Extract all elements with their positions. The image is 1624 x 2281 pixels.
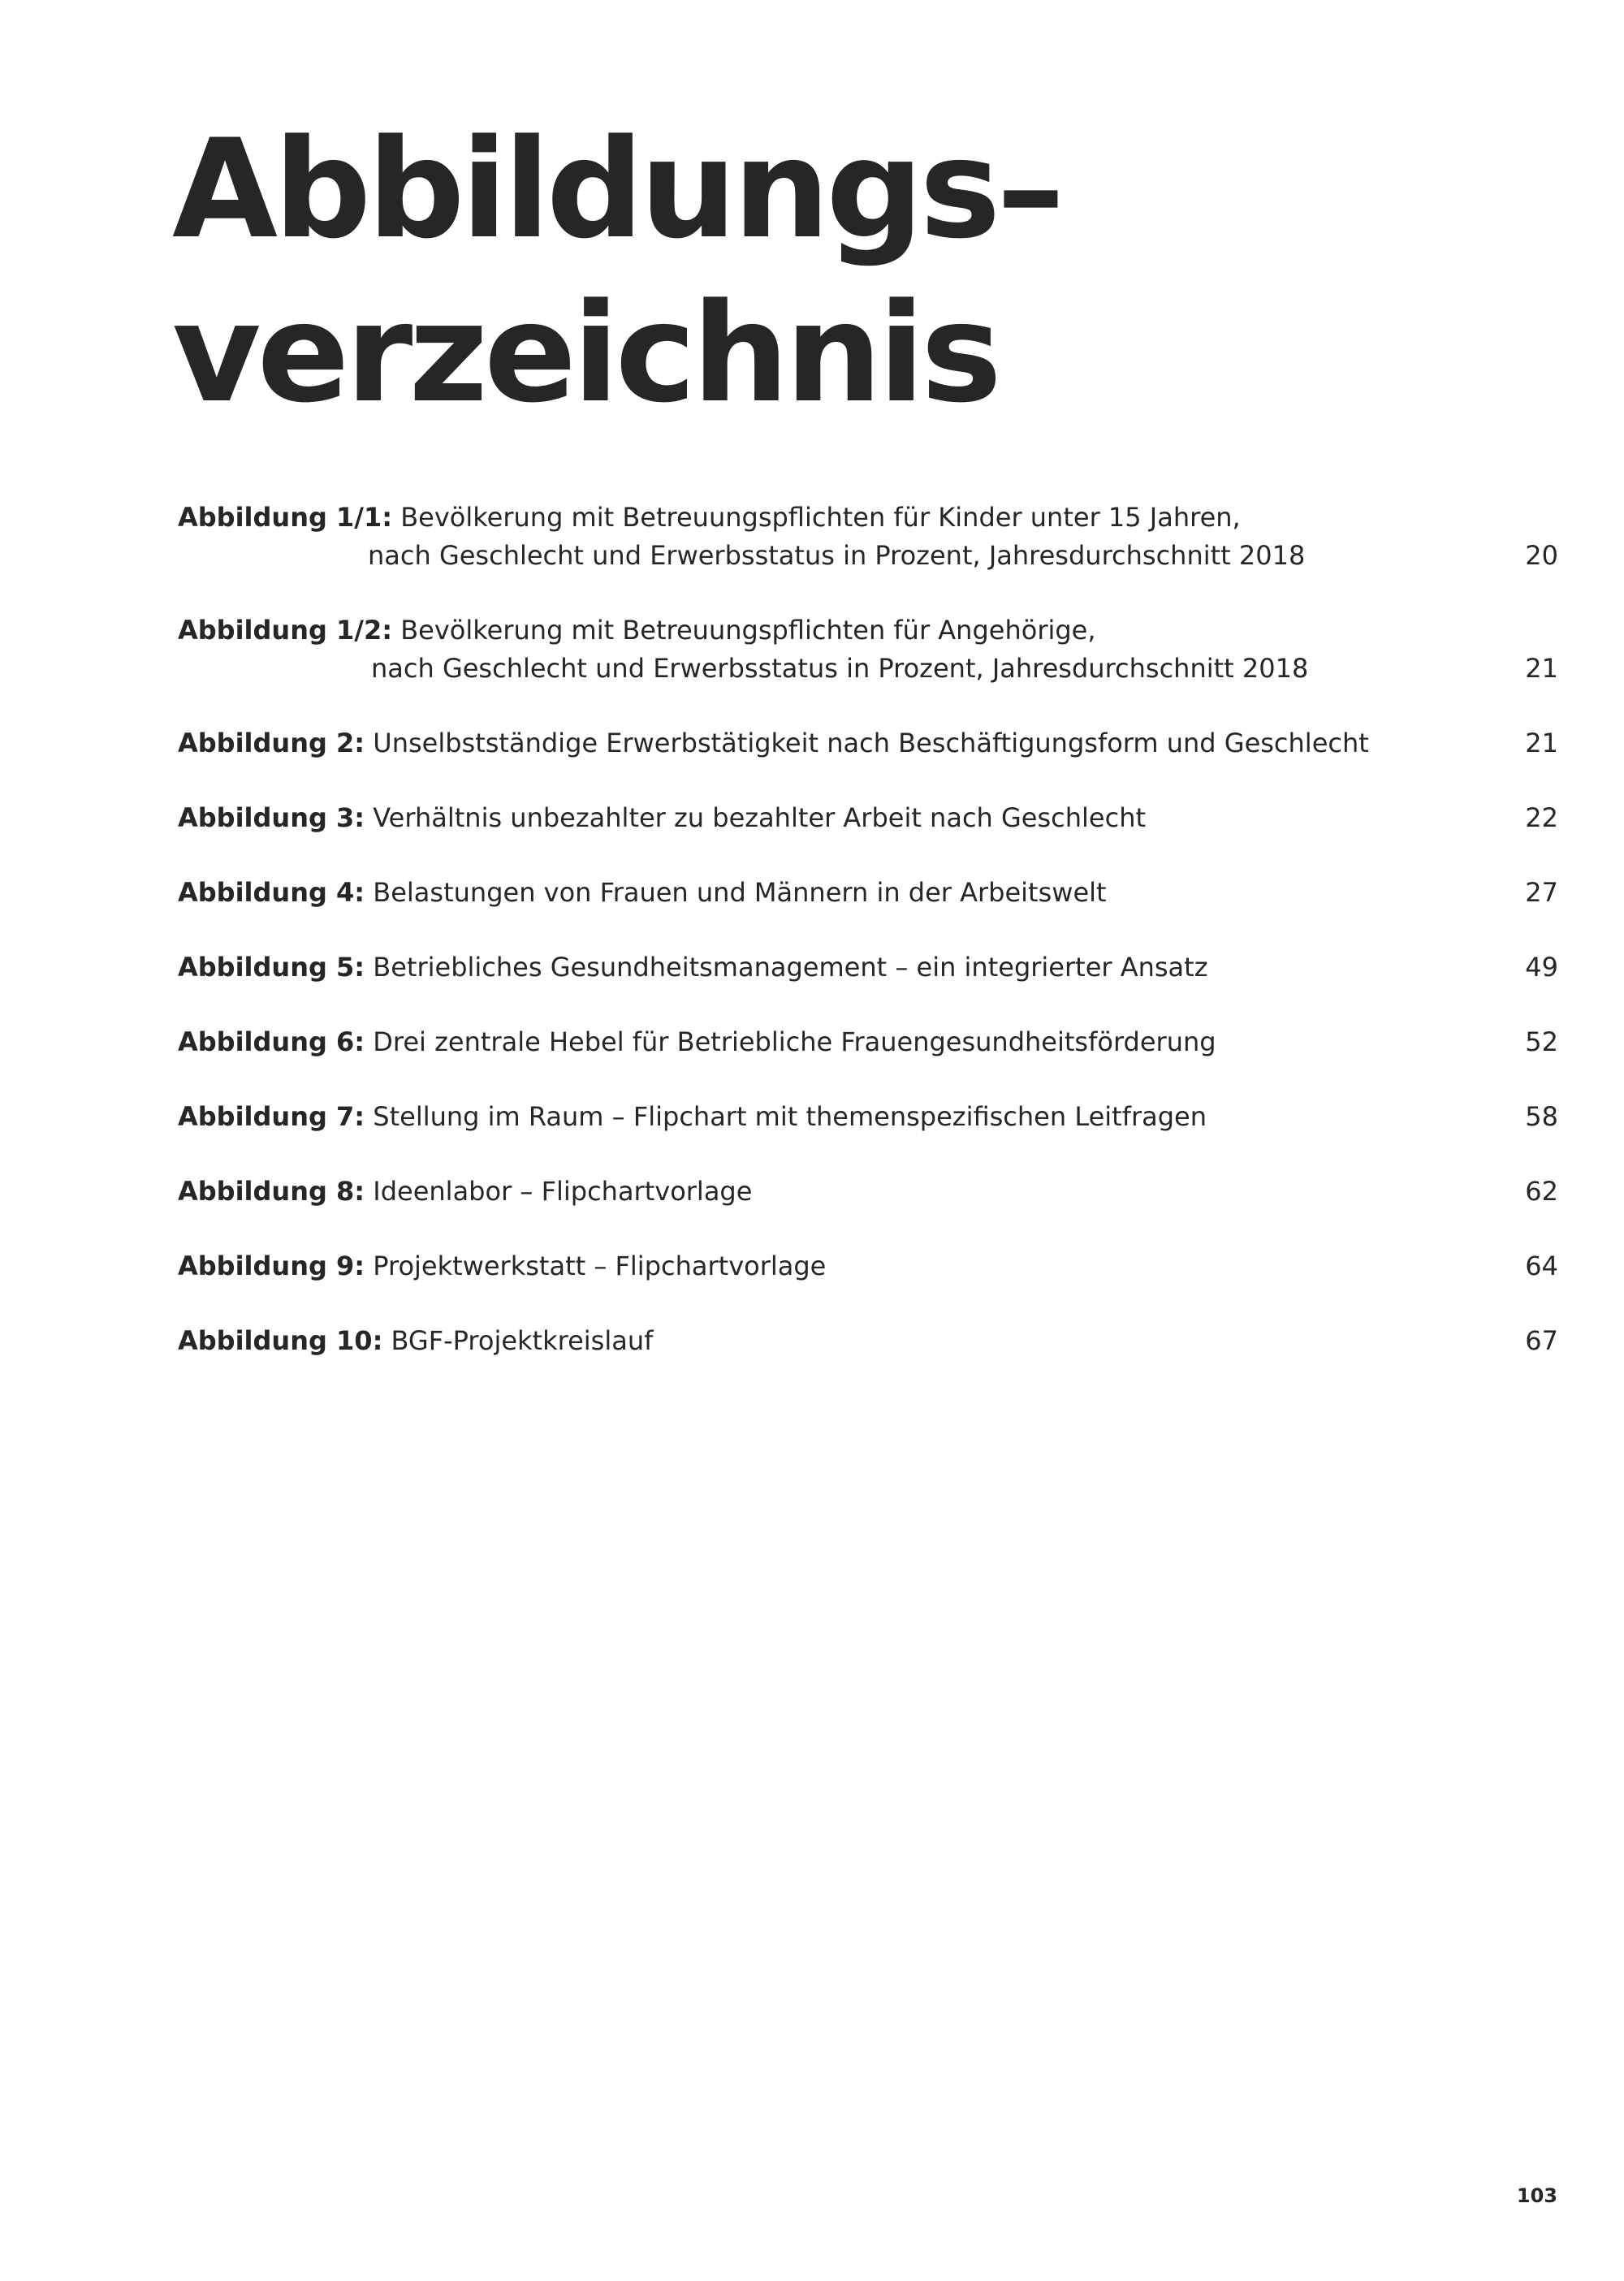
figure-entry-title: Drei zentrale Hebel für Betriebliche Frauengesundheitsförderung bbox=[373, 1026, 1216, 1057]
figure-entry-page: 21 bbox=[1525, 653, 1558, 684]
figure-entry-title: Ideenlabor – Flipchartvorlage bbox=[373, 1176, 753, 1207]
figure-entry-page: 52 bbox=[1525, 1026, 1558, 1057]
figure-entry-page: 20 bbox=[1525, 540, 1558, 571]
figure-entry-title-continued: nach Geschlecht und Erwerbsstatus in Prozent, Jahresdurchschnitt 2018 bbox=[368, 540, 1306, 571]
figure-entry[interactable] bbox=[178, 499, 1558, 575]
figure-entry-page: 22 bbox=[1525, 802, 1558, 833]
figure-entry[interactable] bbox=[178, 799, 1558, 837]
page-title-line-1: Abbildungs– bbox=[172, 110, 1061, 269]
figure-entry-page: 21 bbox=[1525, 728, 1558, 758]
figure-entry-page: 49 bbox=[1525, 952, 1558, 983]
figure-entry-label: Abbildung 1/1: bbox=[178, 502, 393, 533]
page-title bbox=[172, 107, 1060, 435]
figure-entry-label: Abbildung 3: bbox=[178, 802, 365, 833]
figure-entry[interactable] bbox=[178, 724, 1558, 762]
figure-entry-title: Stellung im Raum – Flipchart mit themenspezifischen Leitfragen bbox=[373, 1101, 1207, 1132]
figure-entry-title: Unselbstständige Erwerbstätigkeit nach Beschäftigungsform und Geschlecht bbox=[373, 728, 1369, 758]
figure-entry-label: Abbildung 9: bbox=[178, 1251, 365, 1281]
figure-entry-title-continued: nach Geschlecht und Erwerbsstatus in Prozent, Jahresdurchschnitt 2018 bbox=[371, 653, 1309, 684]
figure-entry[interactable] bbox=[178, 1322, 1558, 1360]
figure-entry-label: Abbildung 7: bbox=[178, 1101, 365, 1132]
figure-entry-label: Abbildung 2: bbox=[178, 728, 365, 758]
figure-entry-label: Abbildung 8: bbox=[178, 1176, 365, 1207]
figure-entry[interactable] bbox=[178, 611, 1558, 688]
figure-entry[interactable] bbox=[178, 1173, 1558, 1211]
figure-entry-page: 58 bbox=[1525, 1101, 1558, 1132]
figure-entry-title: Belastungen von Frauen und Männern in der Arbeitswelt bbox=[373, 877, 1107, 908]
figure-entry-page: 62 bbox=[1525, 1176, 1558, 1207]
figure-entry-first-line bbox=[178, 611, 1558, 650]
figure-entry-label: Abbildung 10: bbox=[178, 1325, 383, 1356]
figure-entry[interactable] bbox=[178, 948, 1558, 987]
figure-entry[interactable] bbox=[178, 1023, 1558, 1061]
figure-entry-page: 67 bbox=[1525, 1325, 1558, 1356]
figure-entry[interactable] bbox=[178, 1247, 1558, 1285]
figure-entry-title: Bevölkerung mit Betreuungspflichten für Kinder unter 15 Jahren, bbox=[400, 502, 1241, 533]
figure-entry-page: 64 bbox=[1525, 1251, 1558, 1281]
figure-entry-title: Verhältnis unbezahlter zu bezahlter Arbeit nach Geschlecht bbox=[373, 802, 1147, 833]
page-number: 103 bbox=[1516, 2184, 1557, 2207]
figure-entry-label: Abbildung 6: bbox=[178, 1026, 365, 1057]
figure-entry-title: Bevölkerung mit Betreuungspflichten für Angehörige, bbox=[400, 615, 1096, 646]
figure-entry[interactable] bbox=[178, 874, 1558, 912]
figure-entry-title: Betriebliches Gesundheitsmanagement – ein integrierter Ansatz bbox=[373, 952, 1208, 983]
figure-entry-title: Projektwerkstatt – Flipchartvorlage bbox=[373, 1251, 827, 1281]
page-title-line-2: verzeichnis bbox=[172, 274, 998, 433]
figure-entry[interactable] bbox=[178, 1098, 1558, 1136]
figure-entry-page: 27 bbox=[1525, 877, 1558, 908]
figure-entry-label: Abbildung 5: bbox=[178, 952, 365, 983]
figure-entry-label: Abbildung 4: bbox=[178, 877, 365, 908]
figure-entry-first-line bbox=[178, 499, 1558, 537]
figure-entry-label: Abbildung 1/2: bbox=[178, 615, 393, 646]
figure-entry-title: BGF-Projektkreislauf bbox=[391, 1325, 654, 1356]
figure-list bbox=[178, 499, 1558, 1397]
